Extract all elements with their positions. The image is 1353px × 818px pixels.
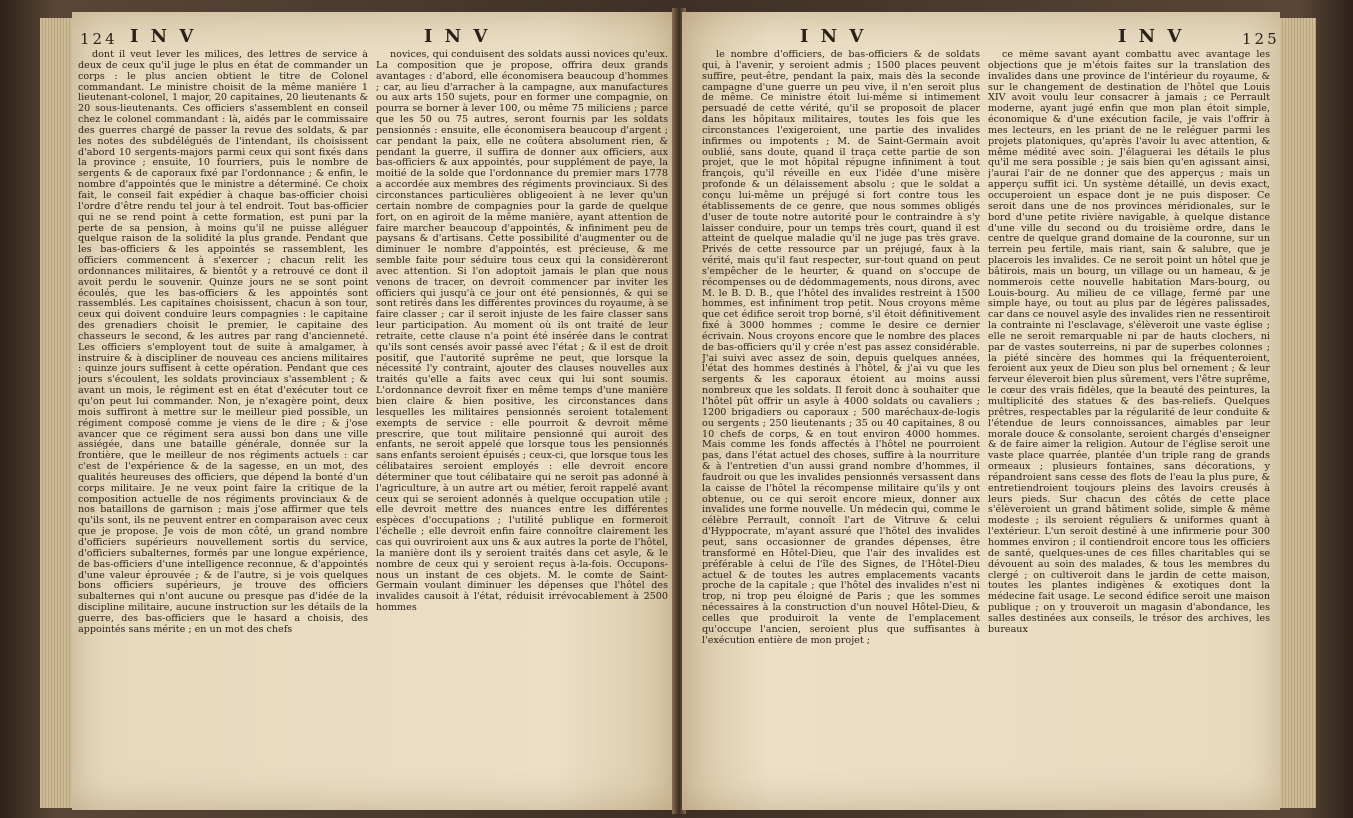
- right-page-column-2: [988, 50, 1270, 802]
- page-edges-right: [1280, 18, 1316, 808]
- left-page-column-2: [376, 50, 668, 802]
- left-page-column-1: [78, 50, 368, 802]
- left-page: [72, 12, 676, 810]
- running-head-left-col2: I N V: [424, 26, 491, 47]
- right-page: [682, 12, 1280, 810]
- page-edges-left: [40, 18, 74, 808]
- text-paragraph: novices, qui conduisent des soldats aussi novices qu'eux. La composition que je propose, offrira deux grands avantages : d'abord, elle économisera beaucoup d'hommes ; car, au lieu d'arracher à la campagne, aux manufactures ou aux arts 150 sujets, pour en former une compagnie, on pourra se borner à lever 100, ou même 75 miliciens ; parce que les 50 ou 75 autres, seront fournis par les soldats pensionnés : ensuite, elle économisera beaucoup d'argent ; car pendant la paix, elle ne coûtera absolument rien, & pendant la guerre, il suffira de donner aux officiers, aux bas-officiers & aux appointés, pour supplément de paye, la moitié de la solde que l'ordonnance du premier mars 1778 a accordée aux membres des régiments provinciaux. Si des circonstances particulières obligeoient à ne lever qu'un certain nombre de compagnies pour la garde de quelque fort, on en agiroit de la même manière, ayant attention de faire marcher beaucoup d'appointés, & infiniment peu de paysans & d'artisans. Cette possibilité d'augmenter ou de diminuer le nombre d'appointés, est précieuse, & me semble faite pour séduire tous ceux qui la considèreront avec attention. Si l'on adoptoit jamais le plan que nous venons de tracer, on devroit commencer par inviter les officiers qui jusqu'à ce jour ont été pensionnés, & qui se sont retirés dans les différentes provinces du royaume, à se faire classer ; car il seroit injuste de les faire classer sans leur participation. Au moment où ils ont traité de leur retraite, cette clause n'a point été insérée dans le contrat qu'ils sont censés avoir passé avec l'état ; & il est de droit positif, que l'autorité suprême ne peut, que lorsque la nécessité l'y contraint, ajouter des clauses nouvelles aux traités qu'elle a faits avec ceux qui lui sont soumis. L'ordonnance devroit fixer en même temps d'une manière bien claire & bien positive, les circonstances dans lesquelles les militaires pensionnés seroient totalement exempts de service : elle pourroit & devroit même prescrire, que tout militaire pensionné qui auroit des enfants, ne seroit appelé que lorsque tous les pensionnés sans enfants seroient épuisés ; ceux-ci, que lorsque tous les célibataires seroient employés : elle devroit encore déterminer que tout célibataire qui ne seroit pas adonné à l'agriculture, à un autre art ou métier, feroit rappelé avant ceux qui se seroient adonnés à quelque occupation utile ; elle devroit mettre des nuances entre les différentes espèces d'occupations ; l'utilité publique en formeroit l'échelle ; elle devroit enfin faire connoître clairement les cas qui ouvriroient aux uns & aux autres la porte de l'hôtel, la manière dont ils y seroient traités dans cet asyle, & le nombre de ceux qui y seroient reçus à-la-fois. Occupons-nous un instant de ces objets. M. le comte de Saint-Germain voulant diminuer les dépenses que l'hôtel des invalides causoit à l'état, réduisit irrévocablement à 2500 hommes: [376, 50, 668, 614]
- running-head-right-col2: I N V: [1118, 26, 1185, 47]
- right-page-header: [682, 20, 1280, 46]
- running-head-right-col1: I N V: [800, 26, 867, 47]
- page-number-left: 124: [80, 30, 118, 48]
- left-page-header: [72, 20, 676, 46]
- right-page-column-1: [702, 50, 980, 802]
- page-number-right: 125: [1242, 30, 1280, 48]
- running-head-left-col1: I N V: [130, 26, 197, 47]
- text-paragraph: ce même savant ayant combattu avec avantage les objections que je m'étois faites sur la translation des invalides dans une province de l'intérieur du royaume, & sur le changement de destination de l'hôtel que Louis XIV avoit voulu leur consacrer à jamais ; ce Perrault moderne, ayant jugé enfin que mon plan étoit simple, économique & d'une exécution facile, je vais l'offrir à mes lecteurs, en les priant de ne le reléguer parmi les projets platoniques, qu'après l'avoir lu avec attention, & même médité avec soin. J'élaguerai les détails le plus qu'il me sera possible ; je sais bien qu'en agissant ainsi, j'aurai l'air de ne donner que des apperçus ; mais un apperçu suffit ici. Un système détaillé, un devis exact, occuperoient un espace dont je ne puis disposer. Ce seroit dans une de nos provinces méridionales, sur le bord d'une petite rivière navigable, à quelque distance d'une ville du second ou du troisième ordre, dans le centre de quelque grand domaine de la couronne, sur un terrein peu fertile, mais riant, sain & salubre, que je placerois les invalides. Ce ne seroit point un hôtel que je bâtirois, mais un bourg, un village ou un hameau, & je nommerois cette nouvelle habitation Mars-bourg, ou Louis-bourg. Au milieu de ce village, fermé par une simple haye, ou tout au plus par de légères palissades, car dans ce nouvel asyle des invalides rien ne ressentiroit la contrainte ni l'esclavage, s'élèveroit une vaste église ; elle ne seroit remarquable ni par de hauts clochers, ni par de vastes souterreins, ni par de superbes colonnes ; la piété sincère des hommes qui la fréquenteroient, feroient aux yeux de Dieu son plus bel ornement ; & leur ferveur éleveroit bien plus sûrement, vers l'être suprême, le cœur des vrais fidèles, que la beauté des peintures, la multiplicité des statues & des bas-reliefs. Quelques prêtres, respectables par la régularité de leur conduite & l'étendue de leurs connoissances, aimables par leur morale douce & consolante, seroient chargés d'enseigner & de faire aimer la religion. Autour de l'église seroit une vaste place quarrée, plantée d'un triple rang de grands ormeaux ; plusieurs fontaines, sans décorations, y répandroient sans cesse des flots de l'eau la plus pure, & entretiendroient toujours pleins des lavoirs creusés à leurs pieds. Sur chacun des côtés de cette place s'élèveroient un grand bâtiment solide, simple & même modeste ; ils seroient réguliers & uniformes quant à l'extérieur. L'un seroit destiné à une infirmerie pour 300 hommes environ ; il contiendroit encore tous les officiers de santé, quelques-unes de ces filles charitables qui se dévouent au soin des malades, & tous les membres du clergé ; on cultiveroit dans le jardin de cette maison, toutes les plantes indigènes & exotiques dont la médecine fait usage. Le second édifice seroit une maison publique ; on y trouveroit un magasin d'abondance, les salles destinées aux conseils, le trésor des archives, les bureaux: [988, 50, 1270, 635]
- text-paragraph: dont il veut lever les milices, des lettres de service à deux de ceux qu'il juge le plus en état de commander un corps : le plus ancien obtient le titre de Colonel commandant. Le ministre choisit de la même manière 1 lieutenant-colonel, 1 major, 20 capitaines, 20 lieutenants & 20 sous-lieutenants. Ces officiers s'assemblent en conseil chez le colonel commandant : là, aidés par le commissaire des guerres chargé de passer la revue des soldats, & par les notes des subdélégués de l'intendant, ils choisissent d'abord 10 sergents-majors parmi ceux qui sont fixés dans la province ; ensuite, 10 fourriers, puis le nombre de sergents & de caporaux fixé par l'ordonnance ; & enfin, le nombre d'appointés que le ministre a déterminé. Ce choix fait, le conseil fait expédier à chaque bas-officier choisi l'ordre d'être rendu tel jour à tel endroit. Tout bas-officier qui ne se rend point à cette formation, est puni par la perte de sa pension, à moins qu'il ne puisse alléguer quelque raison de la solidité la plus grande. Pendant que les bas-officiers & les appointés se rassemblent, les officiers commencent à s'exercer ; chacun relit les ordonnances militaires, & bientôt y a retrouvé ce dont il avoit perdu le souvenir. Quinze jours ne se sont point écoulés, que les bas-officiers & les appointés sont rassemblés. Les capitaines choisissent, chacun à son tour, ceux qui doivent conduire leurs compagnies : le capitaine des grenadiers choisit le premier, le capitaine des chasseurs le second, & les autres par rang d'ancienneté. Les officiers s'employent tout de suite à amalgamer, à instruire & à discipliner de nouveau ces anciens militaires : quinze jours suffisent à cette opération. Pendant que ces jours s'écoulent, les soldats provinciaux s'assemblent ; & avant un mois, le régiment est en état d'exécuter tout ce qu'on peut lui commander. Non, je n'exagère point, deux mois suffiront à mettre sur le meilleur pied possible, un régiment composé comme je viens de le dire ; & j'ose avancer que ce régiment sera aussi bon dans une ville assiégée, dans une bataille générale, donnée sur la frontière, que le meilleur de nos régiments actuels : car c'est de l'expérience & de la sagesse, en un mot, des qualités heureuses des officiers, que dépend la bonté d'un corps militaire. Je ne veux point faire la critique de la composition actuelle de nos régiments provinciaux & de nos bataillons de garnison ; mais j'ose affirmer que tels qu'ils sont, ils ne peuvent entrer en comparaison avec ceux que je propose. Je vois de mon côté, un grand nombre d'officiers supérieurs nouvellement sortis du service, d'officiers subalternes, formés par une longue expérience, de bas-officiers d'une intelligence reconnue, & d'appointés d'une valeur éprouvée ; & de l'autre, si je vois quelques bons officiers supérieurs, je trouve des officiers subalternes qui n'ont aucune ou presque pas d'idée de la discipline militaire, aucune instruction sur les détails de la guerre, des bas-officiers que le hasard a choisis, des appointés sans mérite ; en un mot des chefs: [78, 50, 368, 635]
- text-paragraph: le nombre d'officiers, de bas-officiers & de soldats qui, à l'avenir, y seroient admis ; 1500 places peuvent suffire, peut-être, pendant la paix, mais dès la seconde campagne d'une guerre un peu vive, il n'en seroit plus de même. Ce ministre étoit lui-même si intimement persuadé de cette vérité, qu'il se proposoit de placer dans les hôpitaux militaires, toutes les fois que les circonstances l'exigeroient, une partie des invalides infirmes ou impotents ; M. de Saint-Germain avoit oublié, sans doute, quand il traça cette partie de son projet, que le mot hôpital répugne infiniment à tout françois, qu'il réveille en eux l'idée d'une misère profonde & un délaissement absolu ; que le soldat a conçu lui-même un préjugé si fort contre tous les établissements de ce genre, que nous sommes obligés d'user de toute notre autorité pour le contraindre à s'y laisser conduire, pour un temps très court, quand il est atteint de quelque maladie qu'il ne juge pas très grave. Privés de cette ressource par un préjugé, faux à la vérité, mais qu'il faut respecter, sur-tout quand on peut s'empêcher de le heurter, & quand on s'occupe de récompenses ou de dédommagements, nous dirons, avec M. le B. D. B., que l'hôtel des invalides restreint à 1500 hommes, est infiniment trop petit. Nous croyons même que cet édifice seroit trop borné, s'il étoit définitivement fixé à 3000 hommes ; comme le desire ce dernier écrivain. Nous croyons encore que le nombre des places de bas-officiers qu'il y crée n'est pas assez considérable. J'ai suivi avec assez de soin, depuis quelques années, l'état des hommes destinés à l'hôtel, & j'ai vu que les sergents & les caporaux étoient au moins aussi nombreux que les soldats. Il feroit donc à souhaiter que l'hôtel pût offrir un asyle à 4000 soldats ou cavaliers ; 1200 brigadiers ou caporaux ; 500 maréchaux-de-logis ou sergents ; 250 lieutenants ; 35 ou 40 capitaines, 8 ou 10 chefs de corps, & en tout environ 4000 hommes. Mais comme les fonds affectés à l'hôtel ne pourroient pas, dans l'état actuel des choses, suffire à la nourriture & à l'entretien d'un aussi grand nombre d'hommes, il faudroit ou que les invalides pensionnés versassent dans la caisse de l'hôtel la récompense militaire qu'ils y ont obtenue, ou ce qui seroit encore mieux, donner aux invalides une forme nouvelle. Un médecin qui, comme le célèbre Perrault, connoît l'art de Vitruve & celui d'Hyppocrate, m'ayant assuré que l'hôtel des invalides peut, sans occasionner de grandes dépenses, être transformé en Hôtel-Dieu, que l'air des invalides est préférable à celui de l'île des Signes, de l'Hôtel-Dieu actuel & de toutes les autres emplacements vacants proche de la capitale ; que l'hôtel des invalides n'est ni trop, ni trop peu éloigné de Paris ; que les sommes nécessaires à la construction d'un nouvel Hôtel-Dieu, & celles que produiroit la vente de l'emplacement qu'occupe l'ancien, seroient plus que suffisantes à l'exécution entière de mon projet ;: [702, 50, 980, 646]
